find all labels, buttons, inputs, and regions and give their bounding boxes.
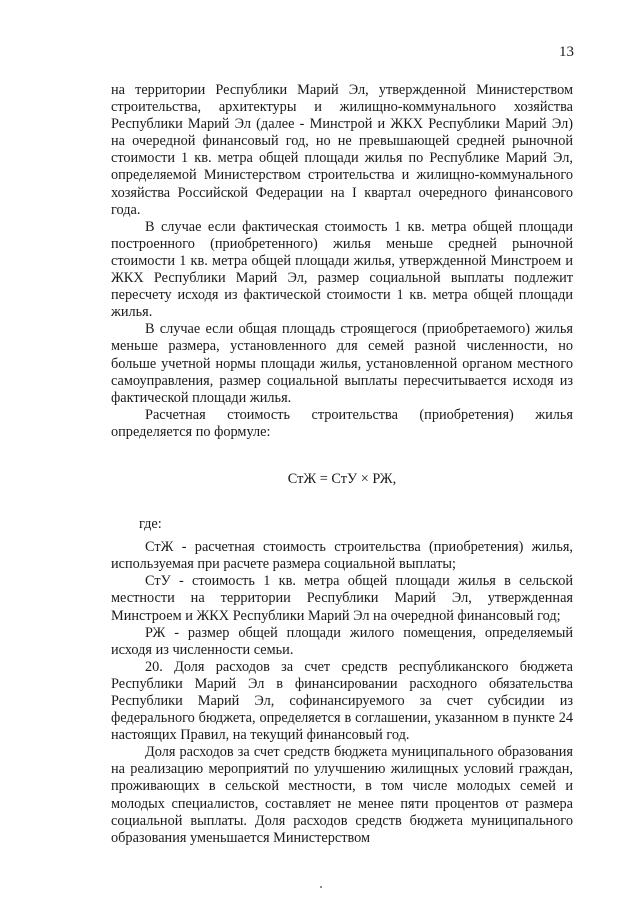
definition-rzh: РЖ - размер общей площади жилого помещения, определяемый исходя из численности семьи. bbox=[111, 624, 573, 658]
definition-stzh: СтЖ - расчетная стоимость строительства (приобретения) жилья, используемая при расчете размера социальной выплаты; bbox=[111, 539, 573, 573]
definition-stu: СтУ - стоимость 1 кв. метра общей площади жилья в сельской местности на территории Республики Марий Эл, утвержденная Минстроем и ЖКХ Республики Марий Эл на очередной финансовый год; bbox=[111, 573, 573, 624]
formula-where: где: bbox=[139, 516, 162, 533]
page-number: 13 bbox=[559, 44, 574, 60]
formula: СтЖ = СтУ × РЖ, bbox=[287, 470, 397, 487]
paragraph-continuation: на территории Республики Марий Эл, утвержденной Министерством строительства, архитектуры и жилищно-коммунального хозяйства Республики Марий Эл (далее - Минстрой и ЖКХ Республики Марий Эл) на очередной финансовый год, но не превышающей средней рыночной стоимости 1 кв. метра общей площади жилья по Республике Марий Эл, определяемой Министерством строительства и жилищно-коммунального хозяйства Российской Федерации на I квартал очередного финансового года. bbox=[111, 82, 573, 218]
paragraph-formula-intro: Расчетная стоимость строительства (приобретения) жилья определяется по формуле: bbox=[111, 406, 573, 440]
document-body bbox=[111, 82, 573, 847]
paragraph-item-20: 20. Доля расходов за счет средств республиканского бюджета Республики Марий Эл в финансировании расходного обязательства Республики Марий Эл, софинансируемого за счет субсидии из федерального бюджета, определяется в соглашении, указанном в пункте 24 настоящих Правил, на текущий финансовый год. bbox=[111, 658, 573, 744]
paragraph-actual-cost: В случае если фактическая стоимость 1 кв. метра общей площади построенного (приобретенного) жилья меньше средней рыночной стоимости 1 кв. метра общей площади жилья, утвержденной Минстроем и ЖКХ Республики Марий Эл, размер социальной выплаты подлежит пересчету исходя из фактической стоимости 1 кв. метра общей площади жилья. bbox=[111, 218, 573, 321]
paragraph-municipal-share: Доля расходов за счет средств бюджета муниципального образования на реализацию мероприятий по улучшению жилищных условий граждан, проживающих в сельской местности, в том числе молодых семей и молодых специалистов, составляет не менее пяти процентов от размера социальной выплаты. Доля расходов средств бюджета муниципального образования уменьшается Министерством bbox=[111, 744, 573, 846]
paragraph-area-recalc: В случае если общая площадь строящегося (приобретаемого) жилья меньше размера, установленного для семей разной численности, но больше учетной нормы площади жилья, установленной органом местного самоуправления, размер социальной выплаты пересчитывается исходя из фактической площади жилья. bbox=[111, 321, 573, 406]
scan-speck bbox=[320, 886, 322, 888]
